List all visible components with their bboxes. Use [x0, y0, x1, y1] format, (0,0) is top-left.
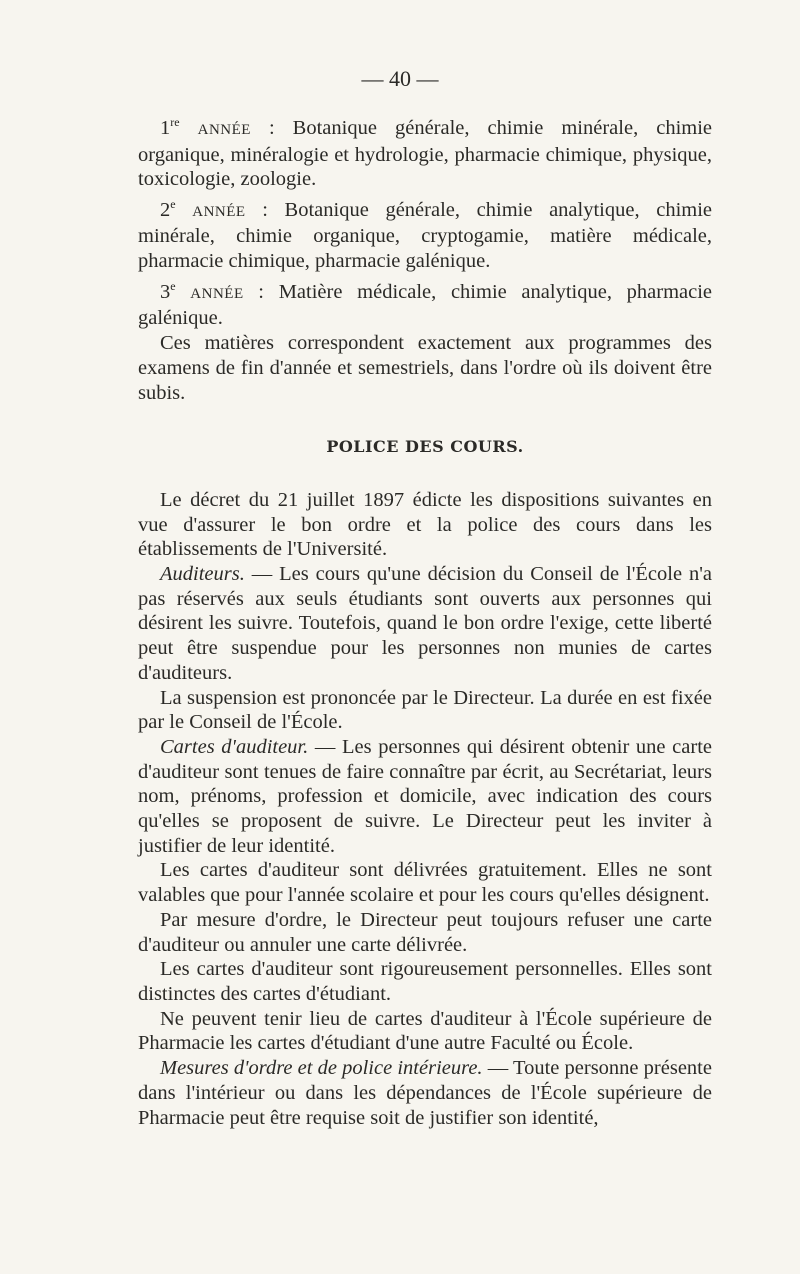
- program-year-2: [138, 192, 712, 274]
- personnelles-paragraph: Les cartes d'auditeur sont rigoureusement personnelles. Elles sont distinctes des cartes d'étudiant.: [138, 958, 712, 1005]
- auditeurs-title: Auditeurs.: [160, 563, 245, 586]
- page-body: [138, 110, 712, 1130]
- suspension-paragraph: La suspension est prononcée par le Directeur. La durée en est fixée par le Conseil de l'École.: [138, 686, 712, 734]
- mesures-text: — Toute personne présente dans l'intérieur ou dans les dépendances de l'École supérieure de Pharmacie peut être requise soit de justifier son identité,: [138, 1057, 712, 1129]
- refus-paragraph: Par mesure d'ordre, le Directeur peut toujours refuser une carte d'auditeur ou annuler une carte délivrée.: [138, 908, 712, 956]
- auditeurs-paragraph: [138, 562, 712, 686]
- year-ordinal-suffix: e: [170, 196, 176, 211]
- year-ordinal-suffix: e: [170, 278, 176, 293]
- year-subjects: : Botanique générale, chimie analytique, chimie minérale, chimie organique, cryptogamie, matière médicale, pharmacie chimique, pharmacie galénique.: [138, 198, 713, 273]
- gratuites-paragraph: Les cartes d'auditeur sont délivrées gratuitement. Elles ne sont valables que pour l'année scolaire et pour les cours qu'elles désignent.: [138, 859, 712, 907]
- year-ordinal: 2: [160, 198, 171, 221]
- programs-note: Ces matières correspondent exactement aux programmes des examens de fin d'année et semestriels, dans l'ordre où ils doivent être subis.: [138, 332, 712, 404]
- decree-intro: Le décret du 21 juillet 1897 édicte les dispositions suivantes en vue d'assurer le bon ordre et la police des cours dans les établissements de l'Université.: [138, 488, 712, 561]
- cartes-paragraph: [138, 735, 712, 859]
- program-year-1: [138, 110, 712, 192]
- program-year-3: [138, 274, 712, 331]
- year-ordinal-suffix: re: [170, 115, 180, 129]
- auditeurs-text: — Les cours qu'une décision du Conseil de l'École n'a pas réservés aux seuls étudiants sont ouverts aux personnes qui désirent les suivre. Toutefois, quand le bon ordre l'exige, cette liberté peut être suspendue pour les personnes non munies de cartes d'auditeurs.: [138, 563, 712, 684]
- year-ordinal: 3: [160, 280, 171, 303]
- year-label: ANNÉE: [197, 121, 251, 138]
- year-ordinal: 1: [160, 116, 171, 139]
- page-number: — 40 —: [361, 66, 439, 91]
- mesures-title: Mesures d'ordre et de police intérieure.: [160, 1057, 483, 1080]
- year-subjects: : Botanique générale, chimie minérale, chimie organique, minéralogie et hydrologie, pharmacie chimique, physique, toxicologie, zoologie.: [138, 116, 713, 191]
- year-label: ANNÉE: [192, 203, 246, 220]
- mesures-paragraph: [138, 1056, 712, 1130]
- year-subjects: : Matière médicale, chimie analytique, pharmacie galénique.: [138, 280, 713, 330]
- section-heading: POLICE DES COURS.: [326, 437, 524, 457]
- cartes-text: — Les personnes qui désirent obtenir une carte d'auditeur sont tenues de faire connaître par écrit, au Secrétariat, leurs nom, prénoms, profession et domicile, avec indication des cours qu'elles se proposent de suivre. Le Directeur peut les inviter à justifier de leur identité.: [138, 735, 712, 857]
- cartes-title: Cartes d'auditeur.: [160, 735, 309, 758]
- year-label: ANNÉE: [190, 285, 244, 302]
- equivalence-paragraph: Ne peuvent tenir lieu de cartes d'auditeur à l'École supérieure de Pharmacie les cartes d'étudiant d'une autre Faculté ou École.: [138, 1007, 712, 1055]
